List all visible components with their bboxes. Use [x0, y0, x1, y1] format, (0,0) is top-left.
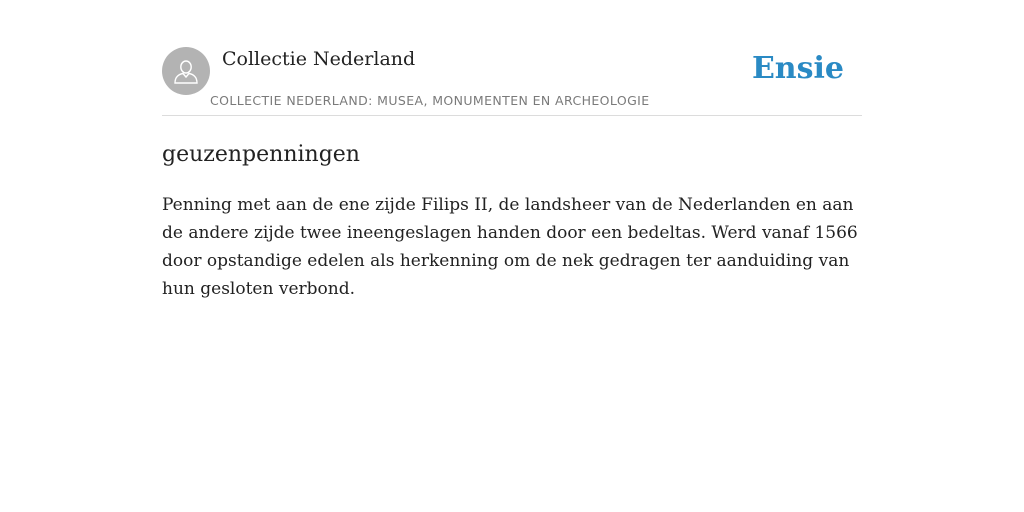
avatar[interactable] [162, 47, 210, 95]
entry-card [162, 47, 862, 303]
ensie-logo[interactable]: Ensie [751, 51, 844, 86]
entry-definition: Penning met aan de ene zijde Filips II, de landsheer van de Nederlanden en aan de andere zijde twee ineengeslagen handen door een bedeltas. Werd vanaf 1566 door opstandige edelen als herkenning om de nek gedragen ter aanduiding van hun gesloten verbond. [162, 195, 858, 299]
user-silhouette-icon [171, 56, 201, 86]
author-name[interactable]: Collectie Nederland [222, 48, 416, 70]
entry-header [162, 47, 862, 116]
entry-title: geuzenpenningen [162, 142, 360, 167]
source-label[interactable]: COLLECTIE NEDERLAND: MUSEA, MONUMENTEN EN ARCHEOLOGIE [210, 93, 650, 108]
